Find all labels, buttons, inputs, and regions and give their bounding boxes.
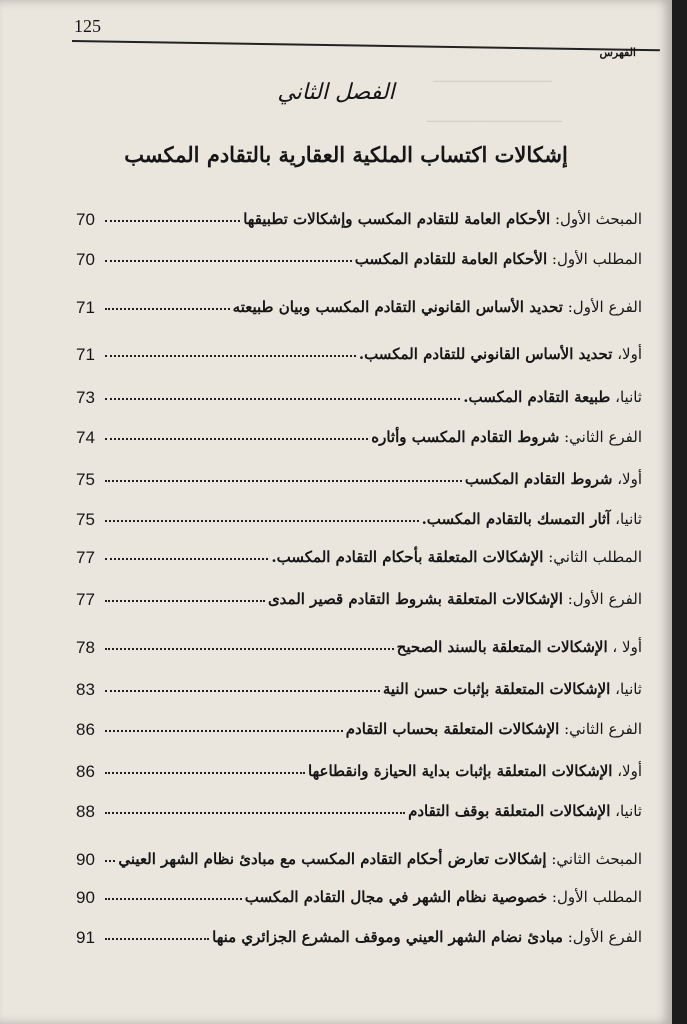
toc-entry-title: الإشكالات المتعلقة بالسند الصحيح: [396, 638, 608, 656]
toc-entry: [76, 918, 642, 946]
toc-page-number: 86: [76, 762, 95, 781]
toc-entry-title: الإشكالات المتعلقة بأحكام التقادم المكسب.: [271, 548, 544, 566]
toc-leader-dots: [105, 557, 268, 560]
toc-entry-label: [359, 345, 642, 363]
toc-entry-term: أولا ،: [607, 638, 642, 656]
toc-entry-label: [268, 590, 642, 608]
chapter-label: الفصل الثاني: [277, 80, 395, 105]
toc-entry: [76, 378, 642, 406]
toc-entry-title: الإشكالات المتعلقة بوقف التقادم: [408, 802, 611, 820]
toc-leader-dots: [105, 259, 352, 262]
toc-leader-dots: [105, 811, 405, 814]
toc-leader-dots: [105, 937, 209, 940]
toc-entry-label: [397, 638, 642, 656]
toc-entry-label: [271, 548, 642, 566]
toc-page-number: 86: [76, 720, 95, 739]
toc-page-number: 73: [76, 388, 95, 407]
toc-entry-title: إشكالات تعارض أحكام التقادم المكسب مع مبادئ نظام الشهر العيني: [118, 850, 547, 868]
toc-leader-dots: [105, 599, 265, 602]
toc-leader-dots: [105, 689, 380, 692]
toc-entry: [76, 628, 642, 656]
toc-entry-title: تحديد الأساس القانوني التقادم المكسب وبيان طبيعته: [232, 298, 563, 316]
toc-entry: [76, 878, 642, 906]
toc-page-number: 75: [76, 470, 95, 489]
toc-page-number: 70: [76, 250, 95, 269]
toc-entry-title: الإشكالات المتعلقة بحساب التقادم: [345, 720, 560, 738]
toc-entry-term: أولا،: [612, 470, 642, 488]
toc-leader-dots: [105, 859, 115, 862]
toc-entry: [76, 670, 642, 698]
toc-page-number: 90: [76, 850, 95, 869]
toc-entry: [76, 460, 642, 488]
toc-page-number: 88: [76, 802, 95, 821]
toc-leader-dots: [105, 219, 240, 222]
toc-entry-title: الإشكالات المتعلقة بإثبات بداية الحيازة وانقطاعها: [308, 762, 613, 780]
toc-entry-label: [371, 428, 642, 446]
toc-entry-term: الفرع الثاني:: [559, 428, 642, 446]
toc-entry-term: ثانيا،: [610, 802, 642, 820]
toc-leader-dots: [105, 519, 419, 522]
toc-entry-label: [422, 510, 642, 528]
chapter-title: إشكالات اكتساب الملكية العقارية بالتقادم المكسب: [124, 142, 568, 167]
toc-entry: [76, 792, 642, 820]
running-head: الفهرس: [599, 46, 636, 59]
toc-entry: [76, 840, 642, 868]
toc-entry-title: الأحكام العامة للتقادم المكسب: [354, 250, 548, 268]
toc-leader-dots: [105, 771, 305, 774]
toc-entry-label: [408, 802, 642, 820]
toc-entry: [76, 335, 642, 363]
toc-entry-term: الفرع الأول:: [562, 298, 642, 316]
toc-leader-dots: [105, 437, 368, 440]
toc-entry-label: [346, 720, 642, 738]
toc-entry-term: المبحث الأول:: [550, 210, 642, 228]
toc-entry: [76, 418, 642, 446]
toc-entry-label: [383, 680, 642, 698]
toc-leader-dots: [105, 729, 343, 732]
toc-leader-dots: [105, 647, 394, 650]
toc-entry-label: [463, 388, 642, 406]
toc-entry: [76, 240, 642, 268]
toc-entry-title: شروط التقادم المكسب: [464, 470, 613, 488]
toc-entry-label: [243, 210, 642, 228]
toc-leader-dots: [105, 397, 460, 400]
toc-entry-label: [233, 298, 642, 316]
toc-entry-title: مبادئ نضام الشهر العيني وموقف المشرع الجزائري منها: [212, 928, 563, 946]
toc-entry-title: تحديد الأساس القانوني للتقادم المكسب.: [358, 345, 613, 363]
toc-page-number: 71: [76, 345, 95, 364]
bleed-through-text: ـــــــــــــــــــــــــــــ: [433, 70, 552, 86]
toc-entry-term: الفرع الأول:: [562, 928, 642, 946]
header-rule: [72, 40, 660, 51]
toc-entry-title: شروط التقادم المكسب وأثاره: [371, 428, 560, 446]
toc-entry-term: ثانيا،: [610, 680, 642, 698]
toc-leader-dots: [105, 897, 242, 900]
toc-entry-term: ثانيا،: [610, 510, 642, 528]
toc-entry-title: الإشكالات المتعلقة بإثبات حسن النية: [382, 680, 611, 698]
toc-entry-term: المطلب الأول:: [547, 250, 642, 268]
toc-entry-title: الإشكالات المتعلقة بشروط التقادم قصير المدى: [267, 590, 563, 608]
toc-entry: [76, 500, 642, 528]
toc-leader-dots: [105, 479, 462, 482]
toc-page-number: 77: [76, 590, 95, 609]
toc-entry-label: [212, 928, 642, 946]
toc-entry-term: الفرع الأول:: [562, 590, 642, 608]
toc-entry-term: المطلب الأول:: [547, 888, 642, 906]
toc-entry-title: آثار التمسك بالتقادم المكسب.: [421, 510, 611, 528]
toc-page-number: 75: [76, 510, 95, 529]
toc-entry-term: ثانيا،: [610, 388, 642, 406]
toc-entry: [76, 580, 642, 608]
toc-entry-label: [308, 762, 642, 780]
toc-entry-label: [118, 850, 642, 868]
bleed-through-text: ـــــــــــــــــــــــــــــــــ: [426, 110, 562, 126]
toc-leader-dots: [105, 307, 230, 310]
toc-entry-term: المبحث الثاني:: [546, 850, 642, 868]
toc-page-number: 71: [76, 298, 95, 317]
toc-entry-title: الأحكام العامة للتقادم المكسب وإشكالات تطبيقها: [243, 210, 551, 228]
toc-entry: [76, 538, 642, 566]
toc-page-number: 83: [76, 680, 95, 699]
toc-entry-title: طبيعة التقادم المكسب.: [463, 388, 611, 406]
toc-page-number: 77: [76, 548, 95, 567]
toc-entry-label: [465, 470, 642, 488]
toc-entry-term: المطلب الثاني:: [543, 548, 642, 566]
toc-page-number: 91: [76, 928, 95, 947]
toc-page-number: 74: [76, 428, 95, 447]
toc-page-number: 78: [76, 638, 95, 657]
toc-entry: [76, 288, 642, 316]
toc-entry-term: أولا،: [612, 345, 642, 363]
toc-entry: [76, 710, 642, 738]
toc-leader-dots: [105, 354, 356, 357]
toc-page-number: 90: [76, 888, 95, 907]
toc-entry-term: الفرع الثاني:: [559, 720, 642, 738]
toc-entry: [76, 200, 642, 228]
toc-entry-title: خصوصية نظام الشهر في مجال التقادم المكسب: [244, 888, 548, 906]
page-number: 125: [74, 16, 101, 36]
toc-entry-label: [245, 888, 642, 906]
toc-entry-label: [355, 250, 642, 268]
toc-page-number: 70: [76, 210, 95, 229]
toc-entry-term: أولا،: [612, 762, 642, 780]
toc-entry: [76, 752, 642, 780]
